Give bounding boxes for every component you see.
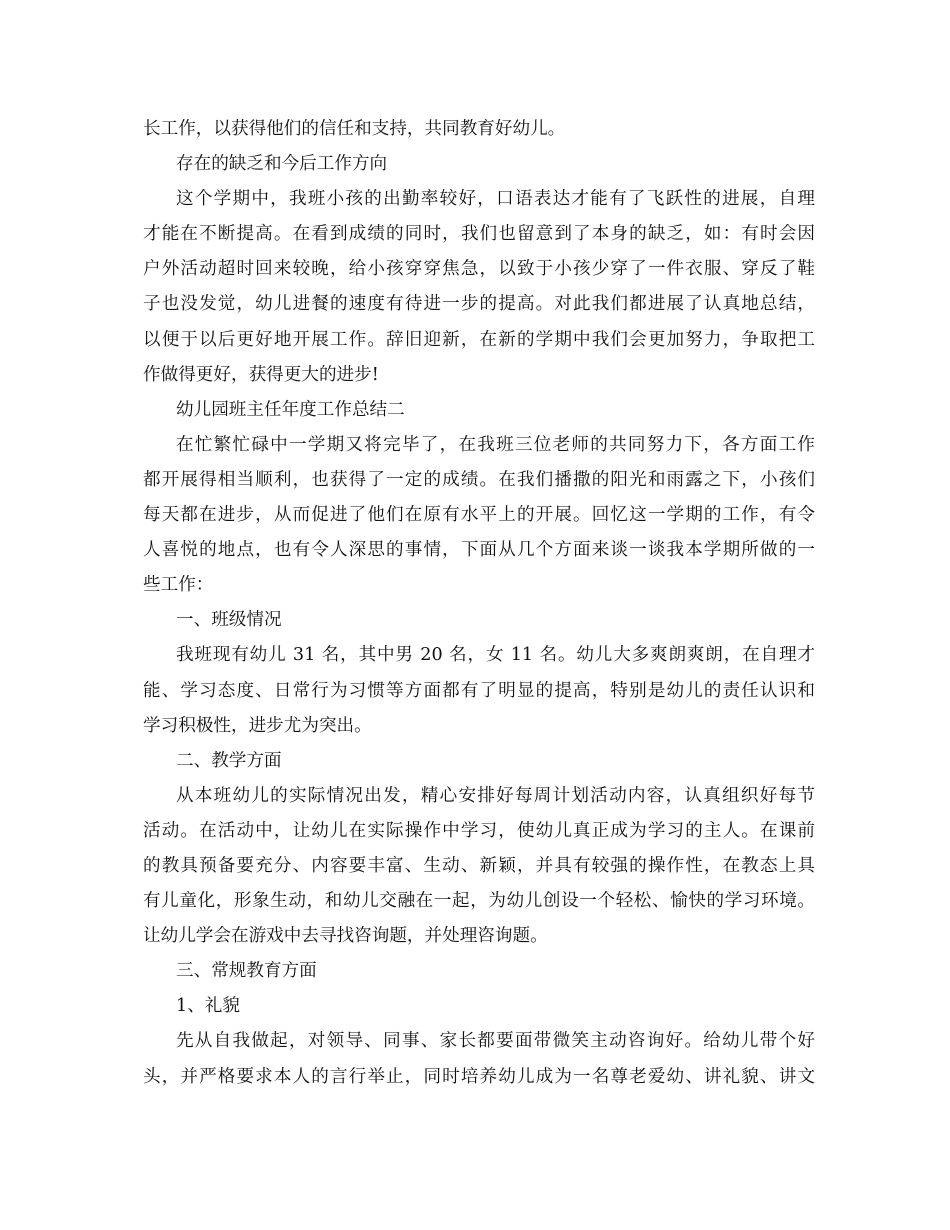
paragraph-line: 户外活动超时回来较晚，给小孩穿穿焦急，以致于小孩少穿了一件衣服、穿反了鞋 <box>143 259 815 280</box>
document-body <box>143 112 815 1095</box>
paragraph-line: 从本班幼儿的实际情况出发，精心安排好每周计划活动内容，认真组织好每节 <box>176 785 815 806</box>
paragraph-line: 以便于以后更好地开展工作。辞旧迎新，在新的学期中我们会更加努力，争取把工 <box>143 329 815 350</box>
paragraph-line: 能、学习态度、日常行为习惯等方面都有了明显的提高，特别是幼儿的责任认识和 <box>143 680 815 701</box>
section-heading: 一、班级情况 <box>176 610 282 631</box>
paragraph-line: 人喜悦的地点，也有令人深思的事情，下面从几个方面来谈一谈我本学期所做的一 <box>143 540 815 561</box>
paragraph-line: 长工作，以获得他们的信任和支持，共同教育好幼儿。 <box>143 119 566 139</box>
paragraph-line: 我班现有幼儿 31 名，其中男 20 名，女 11 名。幼儿大多爽朗爽朗，在自理才 <box>176 645 815 666</box>
paragraph-line: 作做得更好，获得更大的进步! <box>143 364 379 385</box>
subsection-heading: 1、礼貌 <box>176 996 240 1017</box>
paragraph-line: 活动。在活动中，让幼儿在实际操作中学习，使幼儿真正成为学习的主人。在课前 <box>143 820 815 841</box>
section-heading: 幼儿园班主任年度工作总结二 <box>176 399 405 420</box>
paragraph-line: 子也没发觉，幼儿进餐的速度有待进一步的提高。对此我们都进展了认真地总结， <box>143 294 815 315</box>
paragraph-line: 让幼儿学会在游戏中去寻找咨询题，并处理咨询题。 <box>143 926 548 947</box>
paragraph-line: 每天都在进步，从而促进了他们在原有水平上的开展。回忆这一学期的工作，有令 <box>143 505 815 526</box>
paragraph-line: 这个学期中，我班小孩的出勤率较好，口语表达才能有了飞跃性的进展，自理 <box>176 189 815 210</box>
paragraph-line: 才能在不断提高。在看到成绩的同时，我们也留意到了本身的缺乏，如：有时会因 <box>143 224 815 245</box>
paragraph-line: 都开展得相当顺利，也获得了一定的成绩。在我们播撒的阳光和雨露之下，小孩们 <box>143 469 815 490</box>
section-heading: 三、常规教育方面 <box>176 961 317 982</box>
paragraph-line: 的教具预备要充分、内容要丰富、生动、新颖，并具有较强的操作性，在教态上具 <box>143 855 815 876</box>
section-heading: 二、教学方面 <box>176 750 282 771</box>
paragraph-line: 些工作： <box>143 575 214 596</box>
paragraph-line: 在忙繁忙碌中一学期又将完毕了，在我班三位老师的共同努力下，各方面工作 <box>176 434 815 455</box>
paragraph-line: 有儿童化，形象生动，和幼儿交融在一起，为幼儿创设一个轻松、愉快的学习环境。 <box>143 891 815 912</box>
paragraph-line: 学习积极性，进步尤为突出。 <box>143 715 372 736</box>
paragraph-line: 先从自我做起，对领导、同事、家长都要面带微笑主动咨询好。给幼儿带个好 <box>176 1031 815 1052</box>
paragraph-line: 头，并严格要求本人的言行举止，同时培养幼儿成为一名尊老爱幼、讲礼貌、讲文 <box>143 1066 815 1087</box>
section-heading: 存在的缺乏和今后工作方向 <box>176 154 388 175</box>
